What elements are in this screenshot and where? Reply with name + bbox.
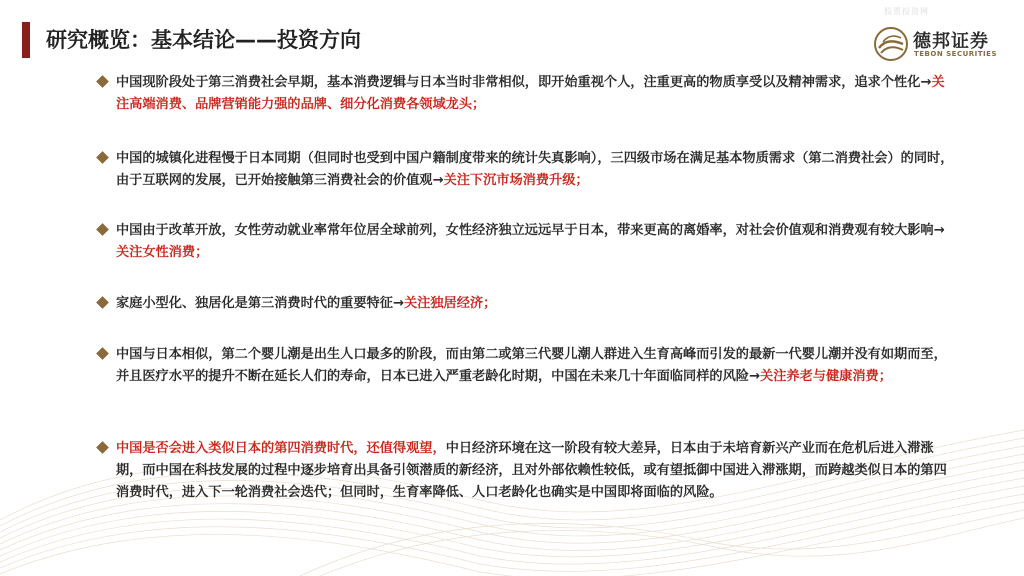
list-item-text bbox=[116, 293, 956, 315]
diamond-bullet-icon bbox=[96, 223, 109, 236]
text-segment: 中国与日本相似，第二个婴儿潮是出生人口最多的阶段，而由第二或第三代婴儿潮人群进入生育高峰而引发的最新一代婴儿潮并没有如期而至，并且医疗水平的提升不断在延长人们的寿命，日本已进入严重老龄化时期，中国在未来几十年面临同样的风险→ bbox=[116, 347, 947, 384]
list-item-text bbox=[116, 148, 956, 192]
list-item-text bbox=[116, 220, 956, 264]
highlight-text: 中国是否会进入类似日本的第四消费时代，还值得观望， bbox=[116, 441, 446, 456]
watermark-text: 股票投资网 bbox=[884, 7, 929, 16]
logo-name-en: TEBON SECURITIES bbox=[914, 50, 997, 58]
list-item-text bbox=[116, 72, 956, 116]
diamond-bullet-icon bbox=[96, 296, 109, 309]
logo-name-cn: 德邦证券 bbox=[913, 31, 989, 52]
text-segment: 中国的城镇化进程慢于日本同期（但同时也受到中国户籍制度带来的统计失真影响），三四级市场在满足基本物质需求（第二消费社会）的同时，由于互联网的发展，已开始接触第三消费社会的价值观→ bbox=[116, 151, 954, 188]
list-item-text bbox=[116, 344, 956, 388]
list-item-text bbox=[116, 438, 956, 504]
highlight-text: 关注女性消费； bbox=[116, 245, 209, 260]
tebon-logo-icon bbox=[873, 26, 909, 62]
text-segment: 中日经济环境在这一阶段有较大差异，日本由于未培育新兴产业而在危机后进入滞涨期，而中国在科技发展的过程中逐步培育出具备引领潜质的新经济，且对外部依赖性较低，或有望抵御中国进入滞涨期，而跨越类似日本的第四消费时代，进入下一轮消费社会迭代；但同时，生育率降低、人口老龄化也确实是中国即将面临的风险。 bbox=[116, 441, 947, 500]
highlight-text: 关注独居经济； bbox=[404, 296, 497, 311]
title-accent-bar bbox=[22, 22, 30, 58]
page-title: 研究概览：基本结论——投资方向 bbox=[46, 28, 361, 52]
diamond-bullet-icon bbox=[96, 151, 109, 164]
text-segment: 中国现阶段处于第三消费社会早期，基本消费逻辑与日本当时非常相似，即开始重视个人，注重更高的物质享受以及精神需求，追求个性化→ bbox=[116, 75, 932, 90]
highlight-text: 关注养老与健康消费； bbox=[760, 369, 892, 384]
text-segment: 家庭小型化、独居化是第三消费时代的重要特征→ bbox=[116, 296, 404, 311]
diamond-bullet-icon bbox=[96, 75, 109, 88]
text-segment: 中国由于改革开放，女性劳动就业率常年位居全球前列，女性经济独立远远早于日本，带来更高的离婚率，对社会价值观和消费观有较大影响→ bbox=[116, 223, 945, 238]
highlight-text: 关注下沉市场消费升级； bbox=[443, 173, 589, 188]
company-logo bbox=[873, 26, 1003, 66]
diamond-bullet-icon bbox=[96, 347, 109, 360]
highlight-text: 关注高端消费、品牌营销能力强的品牌、细分化消费各领域龙头； bbox=[116, 75, 945, 112]
